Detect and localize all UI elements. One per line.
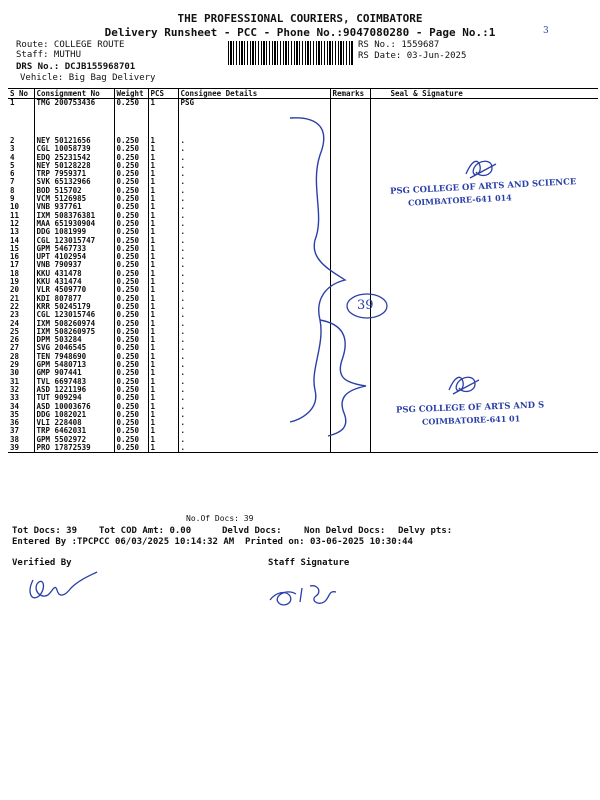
sno-cell: 25 bbox=[10, 326, 20, 336]
count-mark: 39 bbox=[357, 298, 374, 313]
sno-cell: 22 bbox=[10, 301, 20, 311]
consignee-cell: . bbox=[178, 403, 330, 411]
weight-cell: 0.250 bbox=[114, 286, 148, 294]
sno-cell: 26 bbox=[10, 335, 20, 345]
weight-cell: 0.250 bbox=[114, 228, 148, 236]
initials-mark-2 bbox=[445, 372, 485, 398]
consignment-cell: GPM 5502972 bbox=[34, 436, 114, 444]
consignee-cell: . bbox=[178, 253, 330, 261]
pcs-cell: 1 bbox=[148, 261, 178, 269]
consignee-cell: . bbox=[178, 444, 330, 453]
consignee-cell: . bbox=[178, 245, 330, 253]
pcs-cell: 1 bbox=[148, 378, 178, 386]
weight-cell: 0.250 bbox=[114, 270, 148, 278]
pcs-cell: 1 bbox=[148, 403, 178, 411]
seal-cell bbox=[370, 203, 598, 211]
sno-cell: 39 bbox=[8, 444, 34, 453]
seal-cell bbox=[370, 427, 598, 435]
consignment-cell: CGL 123015747 bbox=[34, 237, 114, 245]
verified-by-label: Verified By bbox=[12, 558, 72, 568]
sno-cell: 32 bbox=[10, 384, 20, 394]
weight-cell: 0.250 bbox=[114, 336, 148, 344]
weight-cell: 0.250 bbox=[114, 378, 148, 386]
sno-cell: 5 bbox=[10, 160, 15, 170]
weight-cell: 0.250 bbox=[114, 403, 148, 411]
pcs-cell: 1 bbox=[148, 361, 178, 369]
consignment-cell: ASD 10003676 bbox=[34, 403, 114, 411]
staff-label: Staff: MUTHU bbox=[16, 50, 82, 60]
pcs-cell: 1 bbox=[148, 245, 178, 253]
consignment-cell: GPM 5467733 bbox=[34, 245, 114, 253]
seal-cell bbox=[370, 220, 598, 228]
lower-bracket-mark bbox=[318, 318, 398, 438]
seal-cell bbox=[370, 286, 598, 294]
tot-cod-amount: Tot COD Amt: 0.00 bbox=[99, 526, 192, 536]
consignee-cell: . bbox=[178, 394, 330, 402]
pcs-cell: 1 bbox=[148, 237, 178, 245]
pcs-cell: 1 bbox=[148, 278, 178, 286]
col-pcs: PCS bbox=[148, 89, 178, 99]
route-label: Route: COLLEGE ROUTE bbox=[16, 40, 125, 50]
pcs-cell: 1 bbox=[148, 427, 178, 435]
weight-cell: 0.250 bbox=[114, 170, 148, 178]
consignment-cell: EDQ 25231542 bbox=[34, 154, 114, 162]
consignee-cell: . bbox=[178, 361, 330, 369]
col-sno: S No bbox=[8, 89, 34, 99]
consignee-cell: . bbox=[178, 436, 330, 444]
consignment-cell: DDG 1082021 bbox=[34, 411, 114, 419]
consignment-cell: TRP 7959371 bbox=[34, 170, 114, 178]
sno-cell: 1 bbox=[10, 98, 15, 107]
consignee-cell: . bbox=[178, 278, 330, 286]
seal-cell bbox=[370, 137, 598, 145]
sno-cell: 6 bbox=[10, 169, 15, 179]
sno-cell: 2 bbox=[10, 136, 15, 145]
sno-cell: 38 bbox=[10, 434, 20, 444]
staff-signature bbox=[266, 578, 356, 612]
consignee-cell: . bbox=[178, 228, 330, 236]
pcs-cell: 1 bbox=[148, 162, 178, 170]
consignee-cell: . bbox=[178, 353, 330, 361]
barcode bbox=[228, 41, 353, 65]
consignment-cell: IXM 508376381 bbox=[34, 212, 114, 220]
weight-cell: 0.250 bbox=[114, 344, 148, 352]
seal-cell bbox=[370, 311, 598, 319]
consignment-cell: VNB 790937 bbox=[34, 261, 114, 269]
pcs-cell: 1 bbox=[148, 178, 178, 186]
consignee-cell: . bbox=[178, 336, 330, 344]
pcs-cell: 1 bbox=[148, 436, 178, 444]
consignee-cell: . bbox=[178, 328, 330, 336]
consignment-cell: GMP 907441 bbox=[34, 369, 114, 377]
pcs-cell: 1 bbox=[148, 228, 178, 236]
consignment-cell: IXM 508260974 bbox=[34, 320, 114, 328]
weight-cell: 0.250 bbox=[114, 427, 148, 435]
seal-cell bbox=[370, 361, 598, 369]
entered-by: Entered By :TPCPCC 06/03/2025 10:14:32 AM bbox=[12, 537, 235, 547]
pcs-cell: 1 bbox=[148, 411, 178, 419]
printed-on: Printed on: 03-06-2025 10:30:44 bbox=[245, 537, 413, 547]
pcs-cell: 1 bbox=[148, 444, 178, 453]
pcs-cell: 1 bbox=[148, 394, 178, 402]
pcs-cell: 1 bbox=[148, 320, 178, 328]
pcs-cell: 1 bbox=[148, 203, 178, 211]
pcs-cell: 1 bbox=[148, 195, 178, 203]
pcs-cell: 1 bbox=[148, 295, 178, 303]
consignee-cell: . bbox=[178, 378, 330, 386]
col-consignee: Consignee Details bbox=[178, 89, 330, 99]
vehicle-label: Vehicle: Big Bag Delivery bbox=[20, 73, 156, 83]
pcs-cell: 1 bbox=[148, 220, 178, 228]
consignment-cell: VLI 228408 bbox=[34, 419, 114, 427]
weight-cell: 0.250 bbox=[114, 203, 148, 211]
consignee-cell: . bbox=[178, 195, 330, 203]
consignee-cell: . bbox=[178, 344, 330, 352]
sno-cell: 17 bbox=[10, 260, 20, 270]
weight-cell: 0.250 bbox=[114, 137, 148, 145]
consignment-cell: DDG 1081999 bbox=[34, 228, 114, 236]
rs-number: RS No.: 1559687 bbox=[358, 40, 440, 50]
consignment-cell: VCM 5126985 bbox=[34, 195, 114, 203]
weight-cell: 0.250 bbox=[114, 295, 148, 303]
consignee-cell: . bbox=[178, 203, 330, 211]
consignment-cell: DPM 503284 bbox=[34, 336, 114, 344]
col-seal-signature: Seal & Signature bbox=[370, 89, 598, 99]
weight-cell: 0.250 bbox=[114, 311, 148, 319]
pcs-cell: 1 bbox=[148, 344, 178, 352]
consignee-cell: . bbox=[178, 237, 330, 245]
consignee-cell: . bbox=[178, 212, 330, 220]
seal-cell bbox=[370, 295, 598, 303]
weight-cell: 0.250 bbox=[114, 436, 148, 444]
sno-cell: 13 bbox=[10, 227, 20, 237]
sno-cell: 27 bbox=[10, 343, 20, 353]
consignment-cell: PRO 17872539 bbox=[34, 444, 114, 453]
pcs-cell: 1 bbox=[148, 145, 178, 153]
weight-cell: 0.250 bbox=[114, 162, 148, 170]
col-weight: Weight bbox=[114, 89, 148, 99]
weight-cell: 0.250 bbox=[114, 386, 148, 394]
consignment-cell: MAA 651930904 bbox=[34, 220, 114, 228]
sno-cell: 7 bbox=[10, 177, 15, 187]
consignee-cell: . bbox=[178, 154, 330, 162]
weight-cell: 0.250 bbox=[114, 419, 148, 427]
seal-cell bbox=[370, 145, 598, 153]
weight-cell: 0.250 bbox=[114, 145, 148, 153]
consignee-cell: . bbox=[178, 311, 330, 319]
weight-cell: 0.250 bbox=[114, 444, 148, 453]
seal-cell bbox=[370, 253, 598, 261]
sno-cell: 9 bbox=[10, 194, 15, 204]
pcs-cell: 1 bbox=[148, 328, 178, 336]
consignment-cell: VNB 937761 bbox=[34, 203, 114, 211]
weight-cell: 0.250 bbox=[114, 212, 148, 220]
seal-cell bbox=[370, 353, 598, 361]
consignment-cell: NEY 50128228 bbox=[34, 162, 114, 170]
consignee-cell: . bbox=[178, 419, 330, 427]
seal-cell bbox=[370, 99, 598, 138]
consignment-cell: GPM 5480713 bbox=[34, 361, 114, 369]
sno-cell: 14 bbox=[10, 235, 20, 245]
page-mark: 3 bbox=[543, 26, 549, 36]
consignment-cell: ASD 1221196 bbox=[34, 386, 114, 394]
no-of-docs: No.Of Docs: 39 bbox=[186, 514, 254, 523]
weight-cell: 0.250 bbox=[114, 394, 148, 402]
consignee-cell: . bbox=[178, 427, 330, 435]
sno-cell: 33 bbox=[10, 393, 20, 403]
pcs-cell: 1 bbox=[148, 99, 178, 138]
weight-cell: 0.250 bbox=[114, 220, 148, 228]
delivered-docs: Delvd Docs: bbox=[222, 526, 282, 536]
pcs-cell: 1 bbox=[148, 170, 178, 178]
seal-cell bbox=[370, 320, 598, 328]
non-delivered-docs: Non Delvd Docs: bbox=[304, 526, 386, 536]
consignment-cell: SVG 2046545 bbox=[34, 344, 114, 352]
col-consignment: Consignment No bbox=[34, 89, 114, 99]
consignment-cell: NEY 50121656 bbox=[34, 137, 114, 145]
consignee-cell: . bbox=[178, 386, 330, 394]
seal-cell bbox=[370, 237, 598, 245]
seal-cell bbox=[370, 444, 598, 453]
consignee-cell: . bbox=[178, 145, 330, 153]
sno-cell: 19 bbox=[10, 277, 20, 287]
seal-cell bbox=[370, 228, 598, 236]
drs-number: DRS No.: DCJB155968701 bbox=[16, 62, 136, 72]
sno-cell: 3 bbox=[10, 144, 15, 154]
college-stamp-2-line1: PSG COLLEGE OF ARTS AND S bbox=[395, 400, 545, 416]
consignment-cell: CGL 10058739 bbox=[34, 145, 114, 153]
consignment-cell: CGL 123015746 bbox=[34, 311, 114, 319]
pcs-cell: 1 bbox=[148, 386, 178, 394]
pcs-cell: 1 bbox=[148, 137, 178, 145]
table-header-row bbox=[8, 89, 598, 99]
sno-cell: 12 bbox=[10, 218, 20, 228]
consignee-cell: . bbox=[178, 270, 330, 278]
consignee-cell: . bbox=[178, 162, 330, 170]
delivery-points: Delvy pts: bbox=[398, 526, 453, 536]
consignee-cell: . bbox=[178, 303, 330, 311]
weight-cell: 0.250 bbox=[114, 237, 148, 245]
staff-signature-label: Staff Signature bbox=[268, 558, 350, 568]
consignment-cell: TRP 6462031 bbox=[34, 427, 114, 435]
seal-cell bbox=[370, 328, 598, 336]
sno-cell: 31 bbox=[10, 376, 20, 386]
sno-cell: 16 bbox=[10, 252, 20, 262]
consignment-cell: IXM 508260975 bbox=[34, 328, 114, 336]
sno-cell: 11 bbox=[10, 210, 20, 220]
consignment-cell: KRR 50245179 bbox=[34, 303, 114, 311]
weight-cell: 0.250 bbox=[114, 99, 148, 138]
runsheet-title: Delivery Runsheet - PCC - Phone No.:9047080280 - Page No.:1 bbox=[104, 26, 496, 39]
pcs-cell: 1 bbox=[148, 286, 178, 294]
consignment-cell: SVK 65132966 bbox=[34, 178, 114, 186]
sno-cell: 20 bbox=[10, 285, 20, 295]
weight-cell: 0.250 bbox=[114, 245, 148, 253]
consignee-cell: . bbox=[178, 187, 330, 195]
sno-cell: 30 bbox=[10, 368, 20, 378]
consignee-cell: . bbox=[178, 220, 330, 228]
pcs-cell: 1 bbox=[148, 303, 178, 311]
weight-cell: 0.250 bbox=[114, 154, 148, 162]
weight-cell: 0.250 bbox=[114, 187, 148, 195]
consignment-cell: VLR 4509770 bbox=[34, 286, 114, 294]
pcs-cell: 1 bbox=[148, 336, 178, 344]
pcs-cell: 1 bbox=[148, 187, 178, 195]
weight-cell: 0.250 bbox=[114, 303, 148, 311]
weight-cell: 0.250 bbox=[114, 178, 148, 186]
consignment-cell: TVL 6697483 bbox=[34, 378, 114, 386]
sno-cell: 4 bbox=[10, 152, 15, 162]
initials-mark-1 bbox=[462, 156, 502, 182]
sno-cell: 36 bbox=[10, 418, 20, 428]
seal-cell bbox=[370, 270, 598, 278]
pcs-cell: 1 bbox=[148, 353, 178, 361]
weight-cell: 0.250 bbox=[114, 369, 148, 377]
consignment-cell: KKU 431474 bbox=[34, 278, 114, 286]
consignee-cell: . bbox=[178, 320, 330, 328]
college-stamp-1-line1: PSG COLLEGE OF ARTS AND SCIENCE bbox=[389, 177, 577, 197]
seal-cell bbox=[370, 303, 598, 311]
consignment-cell: BOD 515702 bbox=[34, 187, 114, 195]
company-title: THE PROFESSIONAL COURIERS, COIMBATORE bbox=[177, 12, 423, 25]
consignee-cell: . bbox=[178, 170, 330, 178]
pcs-cell: 1 bbox=[148, 311, 178, 319]
sno-cell: 8 bbox=[10, 185, 15, 195]
weight-cell: 0.250 bbox=[114, 328, 148, 336]
consignment-cell: TUT 909294 bbox=[34, 394, 114, 402]
weight-cell: 0.250 bbox=[114, 320, 148, 328]
sno-cell: 37 bbox=[10, 426, 20, 436]
weight-cell: 0.250 bbox=[114, 353, 148, 361]
sno-cell: 15 bbox=[10, 243, 20, 253]
sno-cell: 34 bbox=[10, 401, 20, 411]
college-stamp-2-line2: COIMBATORE-641 01 bbox=[421, 413, 521, 427]
consignment-cell: TEN 7948690 bbox=[34, 353, 114, 361]
sno-cell: 21 bbox=[10, 293, 20, 303]
seal-cell bbox=[370, 336, 598, 344]
consignment-cell: KKU 431478 bbox=[34, 270, 114, 278]
consignee-cell: . bbox=[178, 137, 330, 145]
weight-cell: 0.250 bbox=[114, 253, 148, 261]
consignment-cell: TMG 200753436 bbox=[34, 99, 114, 138]
seal-cell bbox=[370, 261, 598, 269]
consignee-cell: PSG bbox=[178, 99, 330, 138]
sno-cell: 28 bbox=[10, 351, 20, 361]
seal-cell bbox=[370, 245, 598, 253]
pcs-cell: 1 bbox=[148, 270, 178, 278]
tot-docs: Tot Docs: 39 bbox=[12, 526, 78, 536]
consignee-cell: . bbox=[178, 286, 330, 294]
weight-cell: 0.250 bbox=[114, 411, 148, 419]
pcs-cell: 1 bbox=[148, 253, 178, 261]
consignee-cell: . bbox=[178, 261, 330, 269]
pcs-cell: 1 bbox=[148, 212, 178, 220]
seal-cell bbox=[370, 436, 598, 444]
weight-cell: 0.250 bbox=[114, 361, 148, 369]
sno-cell: 35 bbox=[10, 409, 20, 419]
seal-cell bbox=[370, 212, 598, 220]
seal-cell bbox=[370, 344, 598, 352]
consignee-cell: . bbox=[178, 411, 330, 419]
seal-cell bbox=[370, 278, 598, 286]
consignee-cell: . bbox=[178, 369, 330, 377]
sno-cell: 10 bbox=[10, 202, 20, 212]
col-remarks: Remarks bbox=[330, 89, 370, 99]
weight-cell: 0.250 bbox=[114, 195, 148, 203]
sno-cell: 29 bbox=[10, 360, 20, 370]
college-stamp-1-line2: COIMBATORE-641 014 bbox=[407, 192, 512, 208]
pcs-cell: 1 bbox=[148, 419, 178, 427]
sno-cell: 18 bbox=[10, 268, 20, 278]
consignment-cell: UPT 4102954 bbox=[34, 253, 114, 261]
pcs-cell: 1 bbox=[148, 154, 178, 162]
weight-cell: 0.250 bbox=[114, 278, 148, 286]
sno-cell: 23 bbox=[10, 310, 20, 320]
consignee-cell: . bbox=[178, 178, 330, 186]
rs-date: RS Date: 03-Jun-2025 bbox=[358, 51, 467, 61]
sno-cell: 24 bbox=[10, 318, 20, 328]
consignee-cell: . bbox=[178, 295, 330, 303]
verified-signature bbox=[25, 570, 105, 606]
consignment-cell: KDI 807877 bbox=[34, 295, 114, 303]
weight-cell: 0.250 bbox=[114, 261, 148, 269]
pcs-cell: 1 bbox=[148, 369, 178, 377]
